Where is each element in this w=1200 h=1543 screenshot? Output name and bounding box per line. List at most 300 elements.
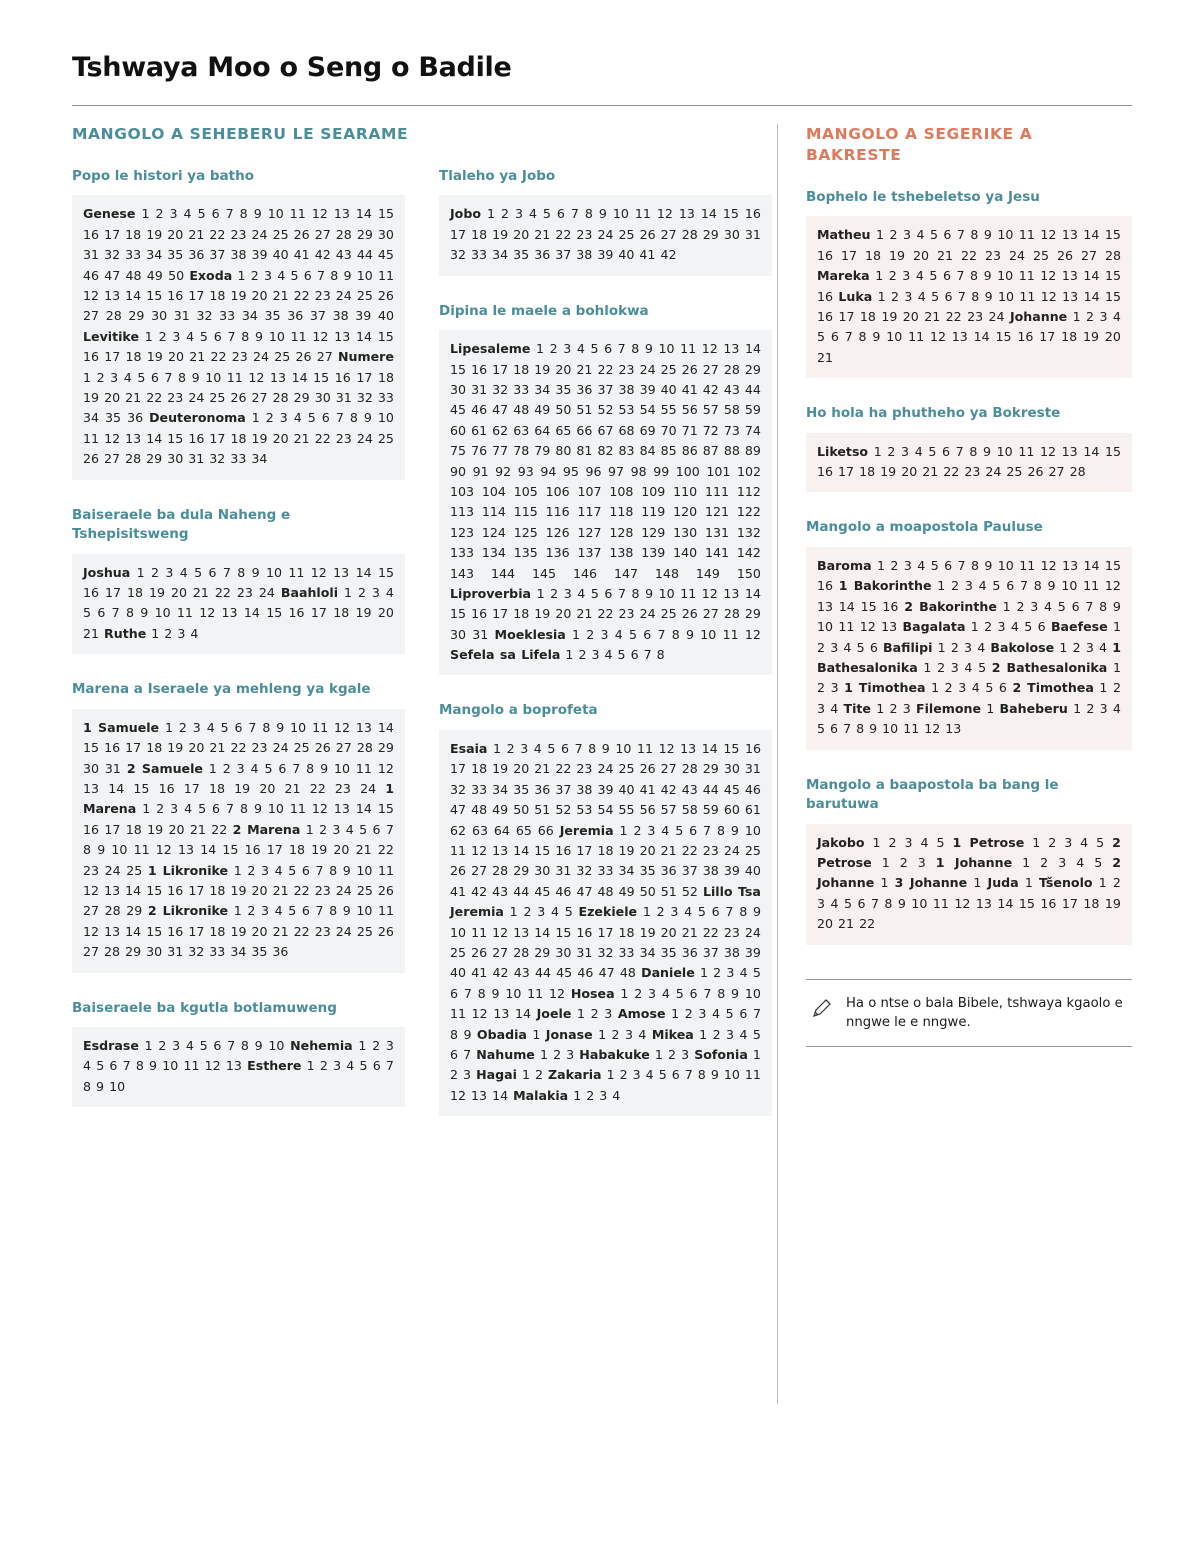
chapter-number[interactable]: 24 xyxy=(104,862,121,878)
chapter-number[interactable]: 5 xyxy=(978,660,987,675)
chapter-number[interactable]: 26 xyxy=(83,451,100,467)
chapter-number[interactable]: 50 xyxy=(639,883,656,899)
chapter-number[interactable]: 12 xyxy=(204,1058,221,1074)
chapter-number[interactable]: 29 xyxy=(146,451,163,467)
chapter-number[interactable]: 12 xyxy=(859,619,876,635)
chapter-number[interactable]: 3 xyxy=(599,1087,608,1103)
chapter-number[interactable]: 21 xyxy=(937,247,954,263)
chapter-number[interactable]: 31 xyxy=(335,390,352,405)
chapter-number[interactable]: 96 xyxy=(585,463,602,479)
chapter-number[interactable]: 2 xyxy=(586,1087,595,1103)
chapter-number[interactable]: 49 xyxy=(146,267,163,283)
chapter-number[interactable]: 11 xyxy=(312,719,329,735)
chapter-number[interactable]: 1 xyxy=(642,904,651,920)
chapter-number[interactable]: 13 xyxy=(471,1087,488,1103)
chapter-number[interactable]: 8 xyxy=(240,1038,249,1054)
chapter-number[interactable]: 28 xyxy=(335,226,352,242)
chapter-number[interactable]: 61 xyxy=(471,422,488,438)
chapter-number[interactable]: 1 xyxy=(1098,875,1107,891)
chapter-number[interactable]: 6 xyxy=(689,822,698,838)
chapter-number[interactable]: 8 xyxy=(656,647,665,663)
chapter-number[interactable]: 5 xyxy=(675,985,684,1001)
chapter-number[interactable]: 4 xyxy=(385,585,394,601)
chapter-number[interactable]: 28 xyxy=(492,863,509,879)
chapter-number[interactable]: 30 xyxy=(146,944,163,960)
chapter-number[interactable]: 3 xyxy=(1099,700,1108,716)
chapter-number[interactable]: 46 xyxy=(744,781,761,797)
chapter-number[interactable]: 12 xyxy=(104,430,121,446)
chapter-number[interactable]: 6 xyxy=(857,895,866,911)
chapter-number[interactable]: 7 xyxy=(315,862,324,878)
chapter-number[interactable]: 23 xyxy=(967,308,984,324)
chapter-number[interactable]: 40 xyxy=(377,308,394,324)
chapter-number[interactable]: 21 xyxy=(83,625,100,641)
chapter-number[interactable]: 52 xyxy=(555,802,572,818)
chapter-number[interactable]: 5 xyxy=(290,267,299,283)
chapter-number[interactable]: 24 xyxy=(253,349,270,365)
chapter-number[interactable]: 4 xyxy=(1112,700,1121,716)
chapter-number[interactable]: 36 xyxy=(534,781,551,797)
chapter-number[interactable]: 21 xyxy=(534,226,551,242)
chapter-number[interactable]: 1 xyxy=(619,822,628,838)
chapter-number[interactable]: 14 xyxy=(514,1006,531,1022)
chapter-number[interactable]: 7 xyxy=(164,369,173,385)
chapter-number[interactable]: 4 xyxy=(917,288,926,304)
chapter-number[interactable]: 2 xyxy=(713,965,722,981)
chapter-number[interactable]: 5 xyxy=(359,821,368,837)
chapter-number[interactable]: 18 xyxy=(1083,895,1100,911)
chapter-number[interactable]: 5 xyxy=(930,558,939,574)
chapter-number[interactable]: 5 xyxy=(752,965,761,981)
chapter-number[interactable]: 1 xyxy=(606,1067,615,1083)
chapter-number[interactable]: 25 xyxy=(618,226,635,242)
chapter-number[interactable]: 127 xyxy=(577,524,602,540)
chapter-number[interactable]: 31 xyxy=(471,382,488,397)
chapter-number[interactable]: 23 xyxy=(83,862,100,878)
chapter-number[interactable]: 3 xyxy=(279,410,288,426)
chapter-number[interactable]: 41 xyxy=(471,965,488,981)
chapter-number[interactable]: 17 xyxy=(104,226,121,242)
chapter-number[interactable]: 1 xyxy=(577,1006,586,1022)
chapter-number[interactable]: 22 xyxy=(293,288,310,304)
chapter-number[interactable]: 8 xyxy=(584,206,593,222)
chapter-number[interactable]: 61 xyxy=(744,802,761,818)
chapter-number[interactable]: 52 xyxy=(681,883,698,899)
chapter-number[interactable]: 20 xyxy=(251,882,268,898)
chapter-number[interactable]: 14 xyxy=(125,882,142,898)
chapter-number[interactable]: 16 xyxy=(745,741,762,757)
chapter-number[interactable]: 12 xyxy=(924,721,941,737)
chapter-number[interactable]: 11 xyxy=(450,1006,467,1022)
chapter-number[interactable]: 47 xyxy=(104,267,121,283)
chapter-number[interactable]: 12 xyxy=(248,369,265,385)
chapter-number[interactable]: 108 xyxy=(609,483,634,499)
chapter-number[interactable]: 36 xyxy=(287,308,304,324)
chapter-number[interactable]: 26 xyxy=(1057,247,1074,263)
chapter-number[interactable]: 11 xyxy=(838,619,855,635)
chapter-number[interactable]: 18 xyxy=(377,369,394,385)
chapter-number[interactable]: 1 xyxy=(144,328,153,344)
chapter-number[interactable]: 8 xyxy=(477,985,486,1001)
chapter-number[interactable]: 11 xyxy=(908,329,925,345)
chapter-number[interactable]: 3 xyxy=(830,639,839,655)
chapter-number[interactable]: 113 xyxy=(450,504,475,520)
chapter-number[interactable]: 20 xyxy=(660,924,677,940)
chapter-number[interactable]: 1 xyxy=(142,801,151,817)
chapter-number[interactable]: 29 xyxy=(702,761,719,777)
chapter-number[interactable]: 25 xyxy=(209,390,226,405)
chapter-number[interactable]: 28 xyxy=(272,390,289,405)
chapter-number[interactable]: 5 xyxy=(985,680,994,696)
chapter-number[interactable]: 141 xyxy=(705,545,730,561)
chapter-number[interactable]: 10 xyxy=(268,1038,285,1054)
chapter-number[interactable]: 7 xyxy=(463,1046,472,1062)
chapter-number[interactable]: 29 xyxy=(702,226,719,242)
chapter-number[interactable]: 20 xyxy=(168,349,185,365)
chapter-number[interactable]: 3 xyxy=(964,578,973,594)
chapter-number[interactable]: 39 xyxy=(251,247,268,263)
chapter-number[interactable]: 12 xyxy=(701,341,718,357)
chapter-number[interactable]: 14 xyxy=(1083,443,1100,459)
chapter-number[interactable]: 2 xyxy=(1086,308,1095,324)
chapter-number[interactable]: 4 xyxy=(190,625,199,641)
chapter-number[interactable]: 23 xyxy=(314,288,331,304)
chapter-number[interactable]: 21 xyxy=(272,923,289,939)
chapter-number[interactable]: 38 xyxy=(618,382,635,397)
chapter-number[interactable]: 28 xyxy=(681,761,698,777)
chapter-number[interactable]: 22 xyxy=(945,308,962,324)
chapter-number[interactable]: 29 xyxy=(534,944,551,960)
chapter-number[interactable]: 42 xyxy=(660,781,677,797)
chapter-number[interactable]: 2 xyxy=(634,985,643,1001)
chapter-number[interactable]: 35 xyxy=(167,247,184,263)
chapter-number[interactable]: 1 xyxy=(937,639,946,655)
chapter-number[interactable]: 45 xyxy=(723,781,740,797)
chapter-number[interactable]: 9 xyxy=(140,605,149,621)
chapter-number[interactable]: 24 xyxy=(188,390,205,405)
chapter-number[interactable]: 27 xyxy=(83,903,100,919)
chapter-number[interactable]: 142 xyxy=(736,545,761,561)
chapter-number[interactable]: 7 xyxy=(315,903,324,919)
chapter-number[interactable]: 14 xyxy=(838,598,855,614)
chapter-number[interactable]: 19 xyxy=(234,780,251,796)
chapter-number[interactable]: 90 xyxy=(450,463,467,479)
chapter-number[interactable]: 68 xyxy=(618,422,635,438)
chapter-number[interactable]: 20 xyxy=(259,780,276,796)
chapter-number[interactable]: 26 xyxy=(314,740,331,756)
chapter-number[interactable]: 15 xyxy=(313,369,330,385)
chapter-number[interactable]: 2 xyxy=(265,410,274,426)
chapter-number[interactable]: 25 xyxy=(377,430,394,446)
chapter-number[interactable]: 15 xyxy=(995,329,1012,345)
chapter-number[interactable]: 53 xyxy=(618,402,635,418)
chapter-number[interactable]: 1 xyxy=(144,1038,153,1054)
chapter-number[interactable]: 31 xyxy=(744,761,761,777)
chapter-number[interactable]: 1 xyxy=(1072,308,1081,324)
chapter-number[interactable]: 25 xyxy=(356,882,373,898)
chapter-number[interactable]: 9 xyxy=(363,410,372,426)
chapter-number[interactable]: 11 xyxy=(176,605,193,621)
chapter-number[interactable]: 23 xyxy=(964,464,981,480)
chapter-number[interactable]: 2 xyxy=(1072,639,1081,655)
chapter-number[interactable]: 36 xyxy=(660,863,677,879)
chapter-number[interactable]: 7 xyxy=(725,904,734,920)
chapter-number[interactable]: 4 xyxy=(83,1058,92,1074)
chapter-number[interactable]: 3 xyxy=(901,443,910,459)
chapter-number[interactable]: 10 xyxy=(612,206,629,222)
chapter-number[interactable]: 9 xyxy=(645,585,654,601)
chapter-number[interactable]: 1 xyxy=(233,903,242,919)
chapter-number[interactable]: 20 xyxy=(902,308,919,324)
chapter-number[interactable]: 5 xyxy=(307,410,316,426)
chapter-number[interactable]: 11 xyxy=(133,842,150,858)
chapter-number[interactable]: 8 xyxy=(83,1078,92,1094)
chapter-number[interactable]: 8 xyxy=(178,369,187,385)
chapter-number[interactable]: 1 xyxy=(565,647,574,663)
chapter-number[interactable]: 11 xyxy=(377,267,395,283)
chapter-number[interactable]: 30 xyxy=(314,390,331,405)
chapter-number[interactable]: 25 xyxy=(356,923,373,939)
chapter-number[interactable]: 12 xyxy=(549,985,566,1001)
chapter-number[interactable]: 15 xyxy=(1104,268,1121,284)
chapter-number[interactable]: 3 xyxy=(192,719,201,735)
chapter-number[interactable]: 134 xyxy=(481,545,506,561)
chapter-number[interactable]: 2 xyxy=(889,227,898,243)
chapter-number[interactable]: 3 xyxy=(647,822,656,838)
chapter-number[interactable]: 1 xyxy=(654,1046,663,1062)
chapter-number[interactable]: 4 xyxy=(184,801,193,817)
chapter-number[interactable]: 16 xyxy=(334,369,351,385)
chapter-number[interactable]: 14 xyxy=(997,895,1014,911)
chapter-number[interactable]: 11 xyxy=(636,741,653,757)
chapter-number[interactable]: 21 xyxy=(576,606,593,622)
chapter-number[interactable]: 10 xyxy=(267,801,284,817)
chapter-number[interactable]: 11 xyxy=(744,1067,761,1083)
chapter-number[interactable]: 22 xyxy=(961,247,978,263)
chapter-number[interactable]: 19 xyxy=(311,842,328,858)
chapter-number[interactable]: 15 xyxy=(83,740,100,756)
chapter-number[interactable]: 31 xyxy=(104,760,121,776)
chapter-number[interactable]: 39 xyxy=(744,944,761,960)
chapter-number[interactable]: 1 xyxy=(699,965,708,981)
chapter-number[interactable]: 4 xyxy=(712,1006,721,1022)
chapter-number[interactable]: 8 xyxy=(330,267,339,283)
chapter-number[interactable]: 43 xyxy=(513,965,530,981)
chapter-number[interactable]: 33 xyxy=(230,451,247,467)
chapter-number[interactable]: 21 xyxy=(192,585,209,601)
chapter-number[interactable]: 10 xyxy=(997,558,1014,574)
chapter-number[interactable]: 7 xyxy=(955,443,964,459)
chapter-number[interactable]: 16 xyxy=(83,585,100,601)
chapter-number[interactable]: 8 xyxy=(671,626,680,642)
chapter-number[interactable]: 98 xyxy=(630,463,647,479)
chapter-number[interactable]: 6 xyxy=(689,985,698,1001)
chapter-number[interactable]: 43 xyxy=(723,382,740,397)
chapter-number[interactable]: 7 xyxy=(570,206,579,222)
chapter-number[interactable]: 37 xyxy=(702,944,719,960)
chapter-number[interactable]: 59 xyxy=(744,402,761,418)
chapter-number[interactable]: 15 xyxy=(722,206,739,222)
chapter-number[interactable]: 4 xyxy=(345,821,354,837)
chapter-number[interactable]: 5 xyxy=(629,626,638,642)
chapter-number[interactable]: 25 xyxy=(293,740,310,756)
chapter-number[interactable]: 6 xyxy=(278,760,287,776)
chapter-number[interactable]: 8 xyxy=(125,605,134,621)
chapter-number[interactable]: 27 xyxy=(660,761,677,777)
chapter-number[interactable]: 2 xyxy=(534,1067,543,1083)
chapter-number[interactable]: 35 xyxy=(105,410,122,426)
chapter-number[interactable]: 10 xyxy=(505,985,522,1001)
chapter-number[interactable]: 7 xyxy=(385,821,394,837)
chapter-number[interactable]: 14 xyxy=(973,329,990,345)
chapter-number[interactable]: 18 xyxy=(125,821,142,837)
chapter-number[interactable]: 3 xyxy=(371,585,380,601)
chapter-number[interactable]: 4 xyxy=(576,341,585,357)
chapter-number[interactable]: 30 xyxy=(450,382,467,397)
chapter-number[interactable]: 2 xyxy=(667,1046,676,1062)
chapter-number[interactable]: 93 xyxy=(517,463,534,479)
chapter-number[interactable]: 7 xyxy=(226,801,235,817)
chapter-number[interactable]: 1 xyxy=(872,834,881,850)
chapter-number[interactable]: 42 xyxy=(660,247,677,263)
chapter-number[interactable]: 22 xyxy=(146,390,163,405)
chapter-number[interactable]: 9 xyxy=(1112,598,1121,614)
chapter-number[interactable]: 12 xyxy=(929,329,946,345)
chapter-number[interactable]: 4 xyxy=(964,660,973,675)
chapter-number[interactable]: 11 xyxy=(1018,443,1035,459)
chapter-number[interactable]: 29 xyxy=(744,606,761,622)
chapter-number[interactable]: 29 xyxy=(356,226,373,242)
chapter-number[interactable]: 15 xyxy=(377,801,394,817)
chapter-number[interactable]: 13 xyxy=(225,1058,242,1074)
chapter-number[interactable]: 1 xyxy=(358,1038,367,1054)
chapter-number[interactable]: 27 xyxy=(660,226,677,242)
chapter-number[interactable]: 94 xyxy=(540,463,557,479)
chapter-number[interactable]: 2 xyxy=(1040,855,1049,871)
chapter-number[interactable]: 4 xyxy=(739,1026,748,1042)
chapter-number[interactable]: 48 xyxy=(125,267,142,283)
chapter-number[interactable]: 24 xyxy=(723,842,740,858)
chapter-number[interactable]: 45 xyxy=(556,965,573,981)
chapter-number[interactable]: 1 xyxy=(539,1046,548,1062)
chapter-number[interactable]: 2 xyxy=(633,822,642,838)
chapter-number[interactable]: 12 xyxy=(83,288,100,304)
chapter-number[interactable]: 1 xyxy=(923,660,932,675)
chapter-number[interactable]: 27 xyxy=(83,944,100,960)
chapter-number[interactable]: 23 xyxy=(723,924,740,940)
chapter-number[interactable]: 6 xyxy=(450,985,459,1001)
chapter-number[interactable]: 48 xyxy=(513,402,530,418)
chapter-number[interactable]: 8 xyxy=(349,410,358,426)
chapter-number[interactable]: 27 xyxy=(104,451,121,467)
chapter-number[interactable]: 9 xyxy=(276,719,285,735)
chapter-number[interactable]: 6 xyxy=(212,801,221,817)
chapter-number[interactable]: 4 xyxy=(1010,619,1019,635)
chapter-number[interactable]: 9 xyxy=(343,267,352,283)
chapter-number[interactable]: 21 xyxy=(534,761,551,777)
chapter-number[interactable]: 1 xyxy=(141,206,150,222)
chapter-number[interactable]: 4 xyxy=(277,267,286,283)
chapter-number[interactable]: 8 xyxy=(135,1058,144,1074)
chapter-number[interactable]: 42 xyxy=(314,247,331,263)
chapter-number[interactable]: 31 xyxy=(83,247,100,263)
chapter-number[interactable]: 16 xyxy=(167,882,184,898)
chapter-number[interactable]: 101 xyxy=(706,463,731,479)
chapter-number[interactable]: 1 xyxy=(572,626,581,642)
chapter-number[interactable]: 1 xyxy=(509,904,518,920)
chapter-number[interactable]: 1 xyxy=(536,341,545,357)
chapter-number[interactable]: 28 xyxy=(723,361,740,377)
chapter-number[interactable]: 9 xyxy=(598,206,607,222)
chapter-number[interactable]: 107 xyxy=(577,483,602,499)
chapter-number[interactable]: 4 xyxy=(293,410,302,426)
chapter-number[interactable]: 13 xyxy=(83,780,100,796)
chapter-number[interactable]: 4 xyxy=(533,741,542,757)
chapter-number[interactable]: 1 xyxy=(251,410,260,426)
chapter-number[interactable]: 7 xyxy=(248,719,257,735)
chapter-number[interactable]: 91 xyxy=(472,463,489,479)
chapter-number[interactable]: 51 xyxy=(534,802,551,818)
chapter-number[interactable]: 7 xyxy=(703,985,712,1001)
chapter-number[interactable]: 19 xyxy=(148,585,165,601)
chapter-number[interactable]: 1 xyxy=(876,700,885,716)
chapter-number[interactable]: 5 xyxy=(929,227,938,243)
chapter-number[interactable]: 27 xyxy=(314,226,331,242)
chapter-number[interactable]: 1 xyxy=(1002,598,1011,614)
chapter-number[interactable]: 27 xyxy=(492,944,509,960)
chapter-number[interactable]: 6 xyxy=(944,558,953,574)
chapter-number[interactable]: 4 xyxy=(186,328,195,344)
chapter-number[interactable]: 2 xyxy=(549,341,558,357)
chapter-number[interactable]: 31 xyxy=(555,863,572,879)
chapter-number[interactable]: 20 xyxy=(639,842,656,858)
chapter-number[interactable]: 10 xyxy=(700,626,717,642)
chapter-number[interactable]: 15 xyxy=(146,923,163,939)
chapter-number[interactable]: 9 xyxy=(320,760,329,776)
chapter-number[interactable]: 34 xyxy=(639,944,656,960)
chapter-number[interactable]: 18 xyxy=(230,430,247,446)
chapter-number[interactable]: 53 xyxy=(576,802,593,818)
chapter-number[interactable]: 11 xyxy=(932,895,949,911)
chapter-number[interactable]: 55 xyxy=(660,402,677,418)
chapter-number[interactable]: 2 xyxy=(450,1067,459,1083)
chapter-number[interactable]: 3 xyxy=(1099,308,1108,324)
chapter-number[interactable]: 8 xyxy=(241,328,250,344)
chapter-number[interactable]: 14 xyxy=(355,564,372,580)
chapter-number[interactable]: 1 xyxy=(970,619,979,635)
chapter-number[interactable]: 4 xyxy=(920,834,929,850)
chapter-number[interactable]: 19 xyxy=(618,842,635,858)
chapter-number[interactable]: 17 xyxy=(1039,329,1056,345)
chapter-number[interactable]: 9 xyxy=(982,443,991,459)
chapter-number[interactable]: 39 xyxy=(597,247,614,263)
chapter-number[interactable]: 109 xyxy=(641,483,666,499)
chapter-number[interactable]: 13 xyxy=(723,585,740,601)
chapter-number[interactable]: 10 xyxy=(817,619,834,635)
chapter-number[interactable]: 24 xyxy=(639,361,656,377)
chapter-number[interactable]: 23 xyxy=(167,390,184,405)
chapter-number[interactable]: 9 xyxy=(897,895,906,911)
chapter-number[interactable]: 3 xyxy=(563,585,572,601)
chapter-number[interactable]: 16 xyxy=(1040,895,1057,911)
chapter-number[interactable]: 12 xyxy=(954,895,971,911)
chapter-number[interactable]: 38 xyxy=(723,944,740,960)
chapter-number[interactable]: 10 xyxy=(267,206,284,222)
chapter-number[interactable]: 28 xyxy=(125,451,142,467)
chapter-number[interactable]: 2 xyxy=(619,1067,628,1083)
chapter-number[interactable]: 5 xyxy=(199,328,208,344)
chapter-number[interactable]: 8 xyxy=(631,341,640,357)
